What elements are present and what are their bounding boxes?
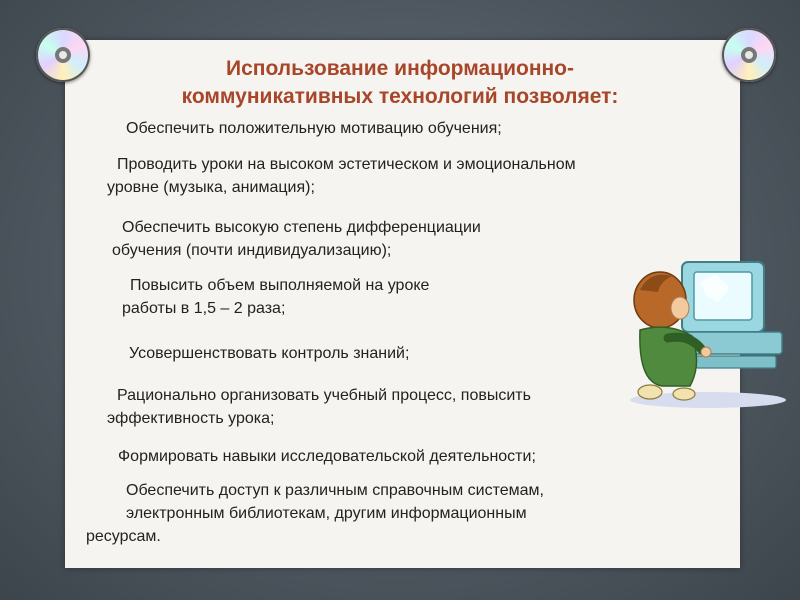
- list-item: [95, 153, 576, 199]
- item-text: обучения (почти индивидуализацию);: [112, 242, 392, 259]
- title-line-2: коммуникативных технологий позволяет:: [181, 85, 619, 108]
- list-item: [96, 445, 536, 468]
- list-item: [108, 274, 429, 320]
- list-item: [107, 342, 409, 365]
- list-item: [95, 384, 531, 430]
- item-text: электронным библиотекам, другим информационным: [126, 505, 527, 522]
- list-item: [104, 117, 502, 140]
- item-text: ресурсам.: [86, 528, 161, 545]
- item-text: Рационально организовать учебный процесс, повысить: [117, 387, 531, 404]
- item-text: Повысить объем выполняемой на уроке: [130, 277, 430, 294]
- item-text: работы в 1,5 – 2 раза;: [122, 300, 286, 317]
- list-item: [100, 216, 481, 262]
- child-at-computer-illustration: [620, 252, 790, 412]
- title-line-1: Использование информационно-: [225, 57, 575, 80]
- item-text: уровне (музыка, анимация);: [107, 179, 315, 196]
- item-text: Обеспечить высокую степень дифференциации: [122, 219, 481, 236]
- item-text: Усовершенствовать контроль знаний;: [129, 345, 410, 362]
- list-item: [88, 479, 544, 548]
- item-text: Обеспечить доступ к различным справочным системам,: [126, 482, 544, 499]
- item-text: Обеспечить положительную мотивацию обучения;: [126, 120, 502, 137]
- item-text: эффективность урока;: [107, 410, 275, 427]
- item-text: Проводить уроки на высоком эстетическом и эмоциональном: [117, 156, 576, 173]
- slide-title: [0, 55, 800, 111]
- item-text: Формировать навыки исследовательской деятельности;: [118, 448, 536, 465]
